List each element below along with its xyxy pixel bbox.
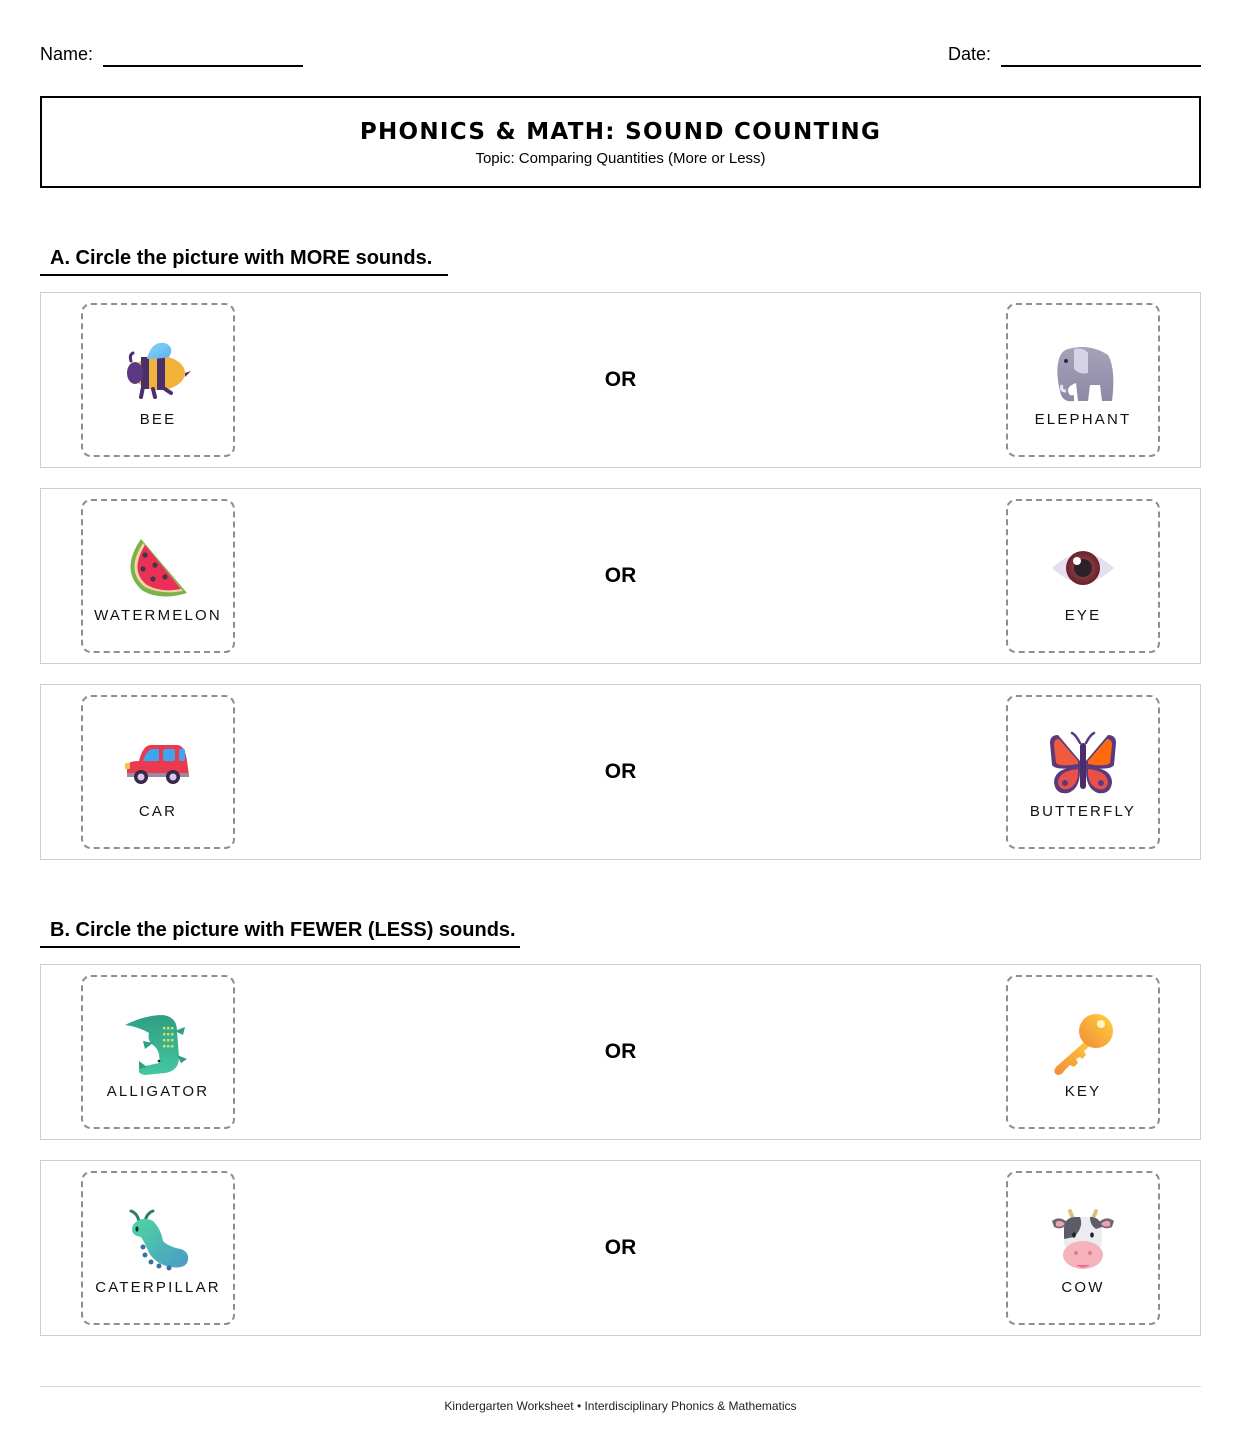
section-b-heading [40,912,520,948]
comparison-row-a1 [40,292,1201,468]
cow-icon [1050,1207,1116,1273]
or-separator: OR [604,1236,637,1259]
name-label: Name: [40,44,94,64]
card-word: BUTTERFLY [1029,803,1137,820]
header-fields [40,42,1201,68]
worksheet-title: PHONICS & MATH: SOUND COUNTING [359,119,882,145]
footer-text: Kindergarten Worksheet • Interdisciplinary Phonics & Mathematics [444,1399,797,1413]
eye-icon [1050,535,1116,601]
comparison-row-b2 [40,1160,1201,1336]
name-field[interactable] [40,42,303,66]
picture-card-key[interactable] [1006,975,1160,1129]
date-label: Date: [947,44,991,64]
key-icon [1050,1011,1116,1077]
or-separator: OR [604,564,637,587]
date-write-line[interactable] [1001,65,1201,67]
section-a-heading-text: A. Circle the picture with MORE sounds. [50,247,433,269]
card-word: COW [1061,1279,1105,1296]
comparison-row-a3 [40,684,1201,860]
picture-card-eye[interactable] [1006,499,1160,653]
comparison-row-b1 [40,964,1201,1140]
card-word: KEY [1064,1083,1102,1100]
or-separator: OR [604,760,637,783]
picture-card-cow[interactable] [1006,1171,1160,1325]
card-word: ALLIGATOR [106,1083,210,1100]
butterfly-icon [1050,731,1116,797]
card-word: CATERPILLAR [95,1279,221,1296]
title-box [40,96,1201,188]
card-word: WATERMELON [94,607,222,624]
picture-card-butterfly[interactable] [1006,695,1160,849]
elephant-icon [1050,339,1116,405]
or-separator: OR [604,368,637,391]
card-word: ELEPHANT [1034,411,1132,428]
card-word: BEE [139,411,177,428]
comparison-row-a2 [40,488,1201,664]
picture-card-elephant[interactable] [1006,303,1160,457]
section-a-heading [40,240,448,276]
section-b-heading-text: B. Circle the picture with FEWER (LESS) sounds. [50,919,516,941]
date-field[interactable] [948,42,1201,66]
worksheet-subtitle: Topic: Comparing Quantities (More or Less) [475,150,766,167]
card-word: CAR [138,803,178,820]
or-separator: OR [604,1040,637,1063]
name-write-line[interactable] [103,65,303,67]
footer-divider [40,1386,1201,1387]
card-word: EYE [1064,607,1102,624]
